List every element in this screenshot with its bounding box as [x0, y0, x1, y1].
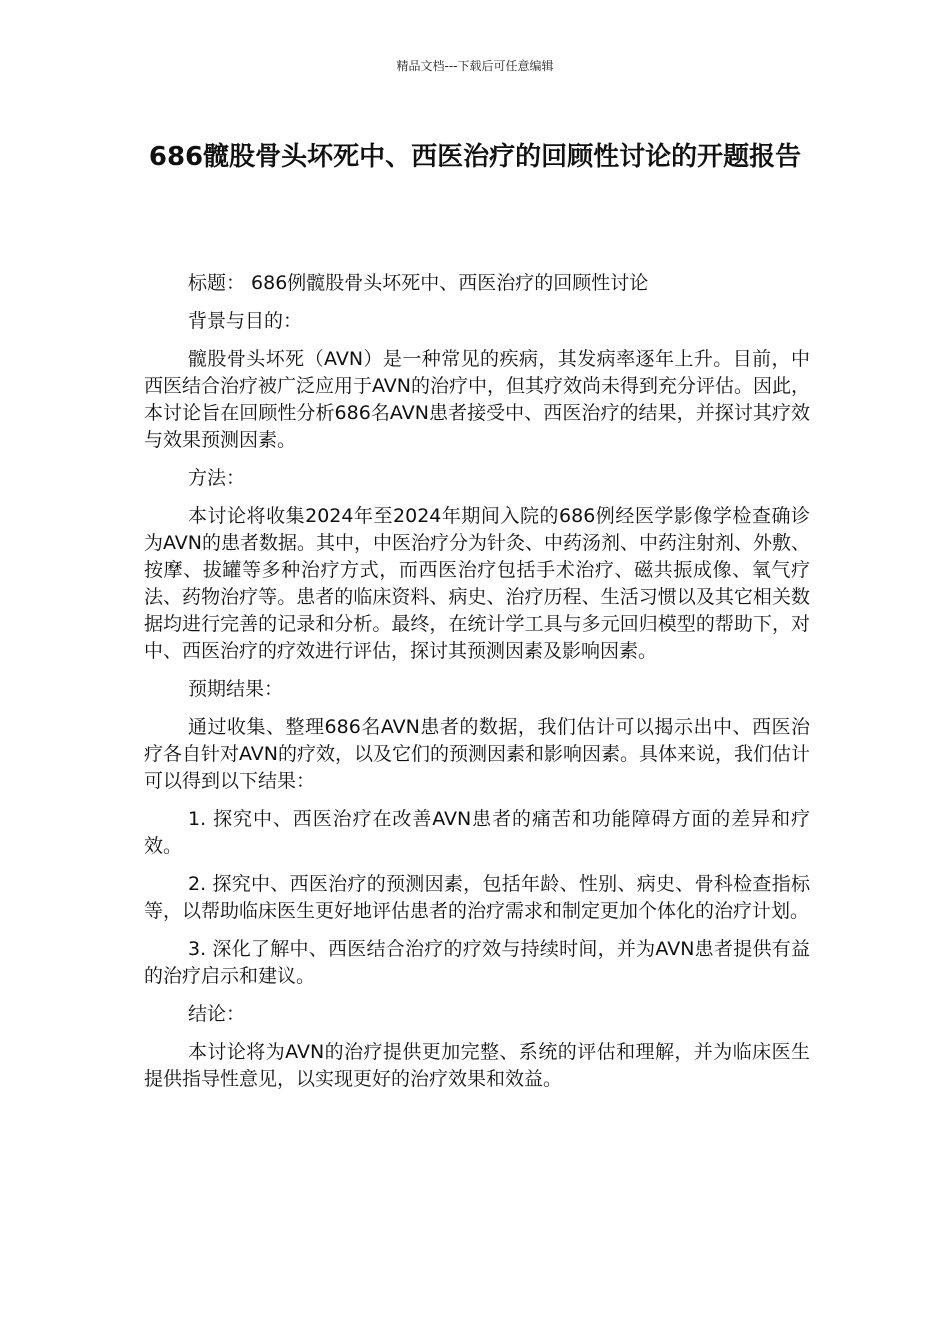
header-note: 精品文档---下载后可任意编辑	[396, 59, 554, 73]
result-item-3: 3. 深化了解中、西医结合治疗的疗效与持续时间，并为AVN患者提供有益的治疗启示和建议。	[144, 938, 810, 987]
result-item-2: 2. 探究中、西医治疗的预测因素，包括年龄、性别、病史、骨科检查指标等，以帮助临床医生更好地评估患者的治疗需求和制定更加个体化的治疗计划。	[144, 873, 810, 922]
document-body	[144, 270, 810, 1104]
paragraph-methods: 本讨论将收集2024年至2024年期间入院的686例经医学影像学检查确诊为AVN的患者数据。其中，中医治疗分为针灸、中药汤剂、中药注射剂、外敷、按摩、拔罐等多种治疗方式，而西医治疗包括手术治疗、磁共振成像、氧气疗法、药物治疗等。患者的临床资料、病史、治疗历程、生活习惯以及其它相关数据均进行完善的记录和分析。最终，在统计学工具与多元回归模型的帮助下，对中、西医治疗的疗效进行评估，探讨其预测因素及影响因素。	[144, 505, 810, 662]
section-heading-conclusion: 结论：	[188, 1003, 246, 1025]
paragraph-conclusion: 本讨论将为AVN的治疗提供更加完整、系统的评估和理解，并为临床医生提供指导性意见，以实现更好的治疗效果和效益。	[144, 1041, 810, 1090]
paragraph-expected-results: 通过收集、整理686名AVN患者的数据，我们估计可以揭示出中、西医治疗各自针对AVN的疗效，以及它们的预测因素和影响因素。具体来说，我们估计可以得到以下结果：	[144, 716, 810, 792]
section-heading-methods: 方法：	[188, 467, 246, 489]
result-item-1: 1. 探究中、西医治疗在改善AVN患者的痛苦和功能障碍方面的差异和疗效。	[144, 808, 810, 857]
section-heading-background: 背景与目的：	[188, 310, 303, 332]
subject-line: 标题： 686例髋股骨头坏死中、西医治疗的回顾性讨论	[188, 272, 649, 294]
section-heading-expected-results: 预期结果：	[188, 678, 284, 700]
paragraph-background: 髋股骨头坏死（AVN）是一种常见的疾病，其发病率逐年上升。目前，中西医结合治疗被广泛应用于AVN的治疗中，但其疗效尚未得到充分评估。因此，本讨论旨在回顾性分析686名AVN患者接受中、西医治疗的结果，并探讨其疗效与效果预测因素。	[144, 348, 810, 451]
document-title: 686髋股骨头坏死中、西医治疗的回顾性讨论的开题报告	[148, 142, 802, 172]
